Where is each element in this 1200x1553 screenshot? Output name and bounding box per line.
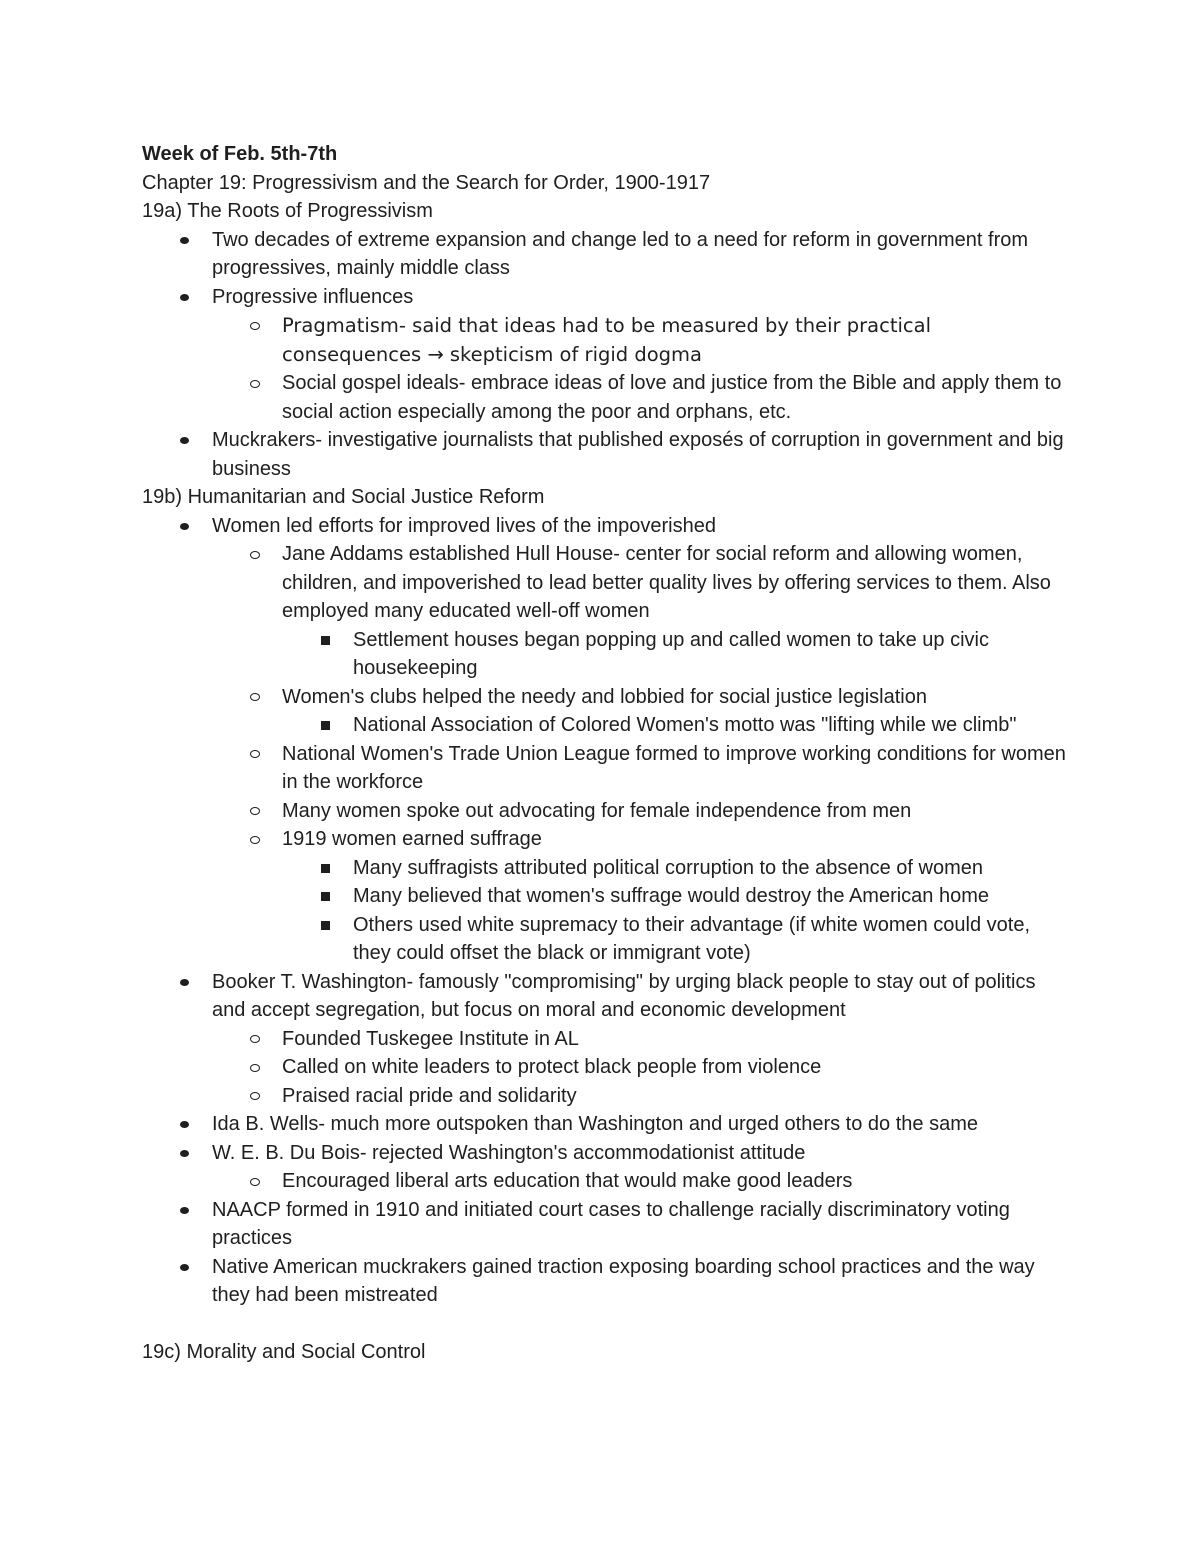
section-b-sublist — [142, 683, 1072, 712]
page-title: Week of Feb. 5th-7th — [142, 143, 338, 165]
list-item: Others used white supremacy to their advantage (if white women could vote, they could offset the black or immigrant vote) — [142, 911, 1072, 968]
chapter-heading: Chapter 19: Progressivism and the Search for Order, 1900-1917 — [142, 171, 711, 194]
list-item: National Association of Colored Women's motto was "lifting while we climb" — [142, 711, 1072, 740]
section-a-sublist — [142, 311, 1072, 426]
circle-bullet-icon — [245, 797, 265, 826]
list-item: 1919 women earned suffrage — [142, 825, 1072, 854]
list-item: National Women's Trade Union League formed to improve working conditions for women in the workforce — [142, 740, 1072, 797]
square-bullet-icon — [315, 854, 335, 883]
square-bullet-icon — [315, 882, 335, 911]
circle-bullet-icon — [245, 540, 265, 569]
bullet-icon — [174, 426, 194, 455]
bullet-icon — [174, 968, 194, 997]
section-a-heading: 19a) The Roots of Progressivism — [142, 200, 433, 222]
list-item: Women led efforts for improved lives of the impoverished — [142, 512, 1072, 541]
section-b-list — [142, 1196, 1072, 1310]
list-item: Two decades of extreme expansion and change led to a need for reform in government from progressives, mainly middle class — [142, 226, 1072, 283]
section-b-sublist — [142, 540, 1072, 626]
section-c-heading: 19c) Morality and Social Control — [142, 1340, 426, 1363]
list-item: Praised racial pride and solidarity — [142, 1082, 1072, 1111]
list-item: W. E. B. Du Bois- rejected Washington's accommodationist attitude — [142, 1139, 1072, 1168]
section-b-list — [142, 1110, 1072, 1167]
list-item: Native American muckrakers gained traction exposing boarding school practices and the way they had been mistreated — [142, 1253, 1072, 1310]
circle-bullet-icon — [245, 311, 265, 340]
list-item: Jane Addams established Hull House- center for social reform and allowing women, children, and impoverished to lead better quality lives by offering services to them. Also employed many educated well-off women — [142, 540, 1072, 626]
bullet-icon — [174, 283, 194, 312]
section-b-subsublist — [142, 854, 1072, 968]
list-item: Many believed that women's suffrage would destroy the American home — [142, 882, 1072, 911]
bullet-icon — [174, 1253, 194, 1282]
circle-bullet-icon — [245, 1167, 265, 1196]
circle-bullet-icon — [245, 740, 265, 769]
square-bullet-icon — [315, 626, 335, 655]
section-b-heading: 19b) Humanitarian and Social Justice Reform — [142, 486, 545, 508]
section-a-list-cont — [142, 426, 1072, 483]
list-item: Many women spoke out advocating for female independence from men — [142, 797, 1072, 826]
list-item: Many suffragists attributed political corruption to the absence of women — [142, 854, 1072, 883]
circle-bullet-icon — [245, 369, 265, 398]
list-item: Muckrakers- investigative journalists that published exposés of corruption in government and big business — [142, 426, 1072, 483]
section-b-list — [142, 968, 1072, 1025]
list-item: NAACP formed in 1910 and initiated court cases to challenge racially discriminatory voting practices — [142, 1196, 1072, 1253]
bullet-icon — [174, 1110, 194, 1139]
list-item: Pragmatism- said that ideas had to be measured by their practical consequences → skepticism of rigid dogma — [142, 311, 1072, 369]
list-item: Booker T. Washington- famously "compromising" by urging black people to stay out of politics and accept segregation, but focus on moral and economic development — [142, 968, 1072, 1025]
section-b-sublist — [142, 1167, 1072, 1196]
document-page — [142, 140, 1072, 1366]
circle-bullet-icon — [245, 1053, 265, 1082]
list-item: Settlement houses began popping up and called women to take up civic housekeeping — [142, 626, 1072, 683]
square-bullet-icon — [315, 911, 335, 940]
circle-bullet-icon — [245, 683, 265, 712]
bullet-icon — [174, 512, 194, 541]
list-item: Women's clubs helped the needy and lobbied for social justice legislation — [142, 683, 1072, 712]
list-item: Social gospel ideals- embrace ideas of love and justice from the Bible and apply them to social action especially among the poor and orphans, etc. — [142, 369, 1072, 426]
list-item: Founded Tuskegee Institute in AL — [142, 1025, 1072, 1054]
circle-bullet-icon — [245, 1082, 265, 1111]
section-b-sublist — [142, 1025, 1072, 1111]
section-b-sublist — [142, 740, 1072, 854]
circle-bullet-icon — [245, 825, 265, 854]
square-bullet-icon — [315, 711, 335, 740]
list-item: Encouraged liberal arts education that would make good leaders — [142, 1167, 1072, 1196]
bullet-icon — [174, 1139, 194, 1168]
spacer — [142, 1310, 1072, 1338]
list-item: Ida B. Wells- much more outspoken than Washington and urged others to do the same — [142, 1110, 1072, 1139]
section-b-subsublist — [142, 626, 1072, 683]
list-item: Called on white leaders to protect black people from violence — [142, 1053, 1072, 1082]
section-a-list — [142, 226, 1072, 312]
section-b-list — [142, 512, 1072, 541]
section-b-subsublist — [142, 711, 1072, 740]
bullet-icon — [174, 1196, 194, 1225]
list-item: Progressive influences — [142, 283, 1072, 312]
circle-bullet-icon — [245, 1025, 265, 1054]
bullet-icon — [174, 226, 194, 255]
